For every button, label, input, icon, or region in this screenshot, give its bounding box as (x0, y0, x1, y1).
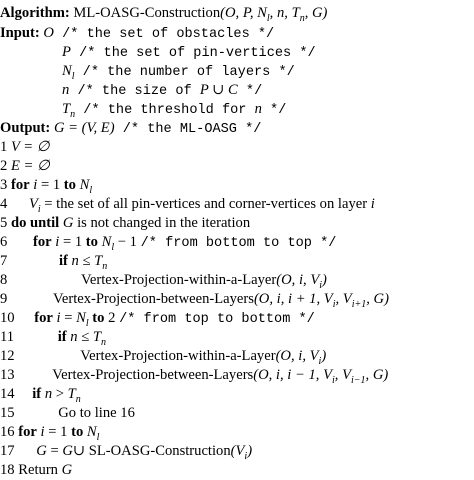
line-comment: /* from top to bottom */ (119, 312, 315, 327)
code-line-16 (0, 423, 99, 442)
layer-var: i (370, 196, 375, 212)
threshold-var: T (92, 329, 102, 345)
code-line-12 (0, 347, 326, 366)
threshold-sub: n (102, 260, 108, 272)
algorithm-name: ML-OASG-Construction (73, 5, 221, 21)
loop-bound-sub: l (111, 241, 115, 253)
code-line-9 (0, 290, 389, 309)
keyword-if: if (32, 386, 42, 402)
line-text: Go to line 16 (58, 405, 135, 421)
graph-var: G (62, 215, 74, 231)
graph-var: G (61, 462, 73, 478)
line-number: 10 (0, 310, 15, 326)
loop-bound: N (86, 424, 97, 440)
input-comment-math: P ∪ C (199, 82, 238, 98)
operator: > (52, 386, 68, 402)
code-line-13 (0, 366, 388, 385)
algorithm-args-sub2: n (299, 12, 305, 24)
threshold-sub: n (101, 336, 107, 348)
line-text: = (60, 310, 77, 326)
line-number: 4 (0, 196, 8, 212)
line-text: V = ∅ (10, 139, 50, 155)
code-line-11 (0, 328, 106, 347)
input-comment: /* the set of pin-vertices */ (70, 46, 316, 61)
procedure-args-sub: i (319, 279, 323, 291)
procedure-args-sub: i (318, 355, 322, 367)
line-text: = 1 (37, 177, 64, 193)
algorithm-args-sub: l (266, 12, 270, 24)
procedure-name: Vertex-Projection-within-a-Layer (80, 272, 277, 288)
input-line-3 (62, 62, 295, 81)
line-text-2: 2 (104, 310, 120, 326)
line-text: Return (18, 462, 62, 478)
keyword-to: to (85, 234, 98, 250)
threshold-sub: n (75, 393, 81, 405)
keyword-for: for (34, 310, 53, 326)
algorithm-args-end: , n, T (269, 5, 300, 21)
code-line-3 (0, 176, 92, 195)
line-number: 9 (0, 291, 8, 307)
threshold-var: T (94, 253, 103, 269)
code-line-2 (0, 157, 50, 176)
graph-var: G (36, 443, 47, 459)
line-text: = the set of all pin-vertices and corner-vertices on layer (40, 196, 371, 212)
loop-bound: N (79, 177, 90, 193)
line-text: = 1 (44, 424, 72, 440)
procedure-name: Vertex-Projection-within-a-Layer (80, 348, 276, 364)
procedure-args-end: ) (322, 272, 327, 288)
input-var: N (62, 63, 72, 79)
procedure-args-sub2: i−1 (351, 374, 366, 386)
loop-start-sub: l (85, 317, 89, 329)
procedure-args-end: ) (321, 348, 327, 364)
procedure-args-end: ) (247, 443, 253, 459)
line-number: 17 (0, 443, 15, 459)
keyword-for: for (32, 234, 52, 250)
line-number: 6 (0, 234, 8, 250)
input-comment: /* the set of obstacles */ (53, 27, 275, 42)
keyword-to: to (71, 424, 84, 440)
input-line-5 (62, 100, 286, 119)
input-var: n (62, 82, 70, 98)
keyword-do-until: do until (10, 215, 60, 231)
output-label: Output: (0, 120, 51, 136)
input-comment: /* the threshold for (75, 103, 255, 118)
set-var-sub: i (37, 203, 41, 215)
procedure-args-sub: i (332, 374, 335, 386)
code-line-17 (0, 442, 252, 461)
code-line-8 (0, 271, 327, 290)
line-text: E = ∅ (10, 158, 50, 174)
input-var: T (62, 101, 71, 117)
procedure-args: (O, i, V (275, 348, 319, 364)
keyword-for: for (10, 177, 30, 193)
input-label: Input: (0, 25, 40, 41)
procedure-name: Vertex-Projection-between-Layers (52, 291, 254, 307)
size-var: n (44, 386, 53, 402)
input-comment-math: n (254, 101, 262, 117)
operator: = (46, 443, 63, 459)
input-var: P (62, 44, 71, 60)
input-var: O (43, 25, 54, 41)
loop-var: i (56, 310, 61, 326)
input-line-4 (62, 81, 262, 100)
input-line-1 (0, 24, 274, 43)
input-line-2 (62, 43, 316, 62)
line-text: is not changed in the iteration (73, 215, 251, 231)
line-number: 11 (0, 329, 15, 345)
line-number: 5 (0, 215, 8, 231)
output-comment: /* the ML-OASG */ (114, 122, 262, 137)
size-var: n (70, 329, 78, 345)
code-line-10 (0, 309, 315, 328)
algorithm-args-close: , G) (304, 5, 328, 21)
line-number: 8 (0, 272, 8, 288)
code-line-14 (0, 385, 81, 404)
line-number: 7 (0, 253, 8, 269)
keyword-to: to (88, 310, 105, 326)
line-number: 15 (0, 405, 15, 421)
procedure-args-end: , G) (366, 291, 389, 307)
procedure-args: (V (230, 443, 245, 459)
procedure-args-sub: i (332, 298, 336, 310)
size-var: n (71, 253, 79, 269)
input-comment-end: */ (261, 103, 287, 118)
loop-var: i (40, 424, 45, 440)
procedure-args-end: , G) (365, 367, 389, 383)
loop-bound-sub: l (89, 184, 93, 196)
output-line (0, 119, 261, 138)
line-number: 1 (0, 139, 8, 155)
input-comment: /* the number of layers */ (74, 65, 295, 80)
graph-var-2: G (62, 443, 73, 459)
algorithm-header (0, 4, 327, 23)
line-number: 13 (0, 367, 15, 383)
operator: ≤ (78, 253, 95, 269)
procedure-name: Vertex-Projection-between-Layers (52, 367, 254, 383)
line-number: 14 (0, 386, 15, 402)
input-comment-end: */ (237, 84, 263, 99)
algorithm-label: Algorithm: (0, 5, 70, 21)
procedure-args: (O, i, i + 1, V (253, 291, 333, 307)
loop-bound: N (101, 234, 112, 250)
keyword-to: to (63, 177, 76, 193)
set-var: V (28, 196, 38, 212)
line-text: = 1 (59, 234, 86, 250)
procedure-args-mid: , V (335, 291, 352, 307)
code-line-4 (0, 195, 375, 214)
line-number: 12 (0, 348, 15, 364)
line-number: 16 (0, 424, 15, 440)
procedure-args: (O, i, V (276, 272, 320, 288)
line-comment: /* from bottom to top */ (140, 236, 337, 251)
output-expr: G = (V, E) (53, 120, 115, 136)
code-line-5 (0, 214, 250, 233)
code-line-15 (0, 404, 135, 423)
procedure-args-sub: i (244, 450, 248, 462)
input-var-sub: n (70, 108, 76, 120)
procedure-args-mid: , V (334, 367, 351, 383)
code-line-7 (0, 252, 107, 271)
code-line-18 (0, 461, 72, 480)
loop-bound-sub: l (96, 431, 100, 443)
line-number: 18 (0, 462, 15, 478)
keyword-if: if (58, 253, 68, 269)
input-comment: /* the size of (69, 84, 200, 99)
loop-var: i (55, 234, 60, 250)
procedure-name: ∪ SL-OASG-Construction (72, 443, 231, 459)
input-var-sub: l (71, 70, 75, 82)
threshold-var: T (67, 386, 76, 402)
keyword-for: for (18, 424, 37, 440)
line-text-2: − 1 (114, 234, 141, 250)
keyword-if: if (57, 329, 67, 345)
algorithm-args: (O, P, N (220, 5, 267, 21)
operator: ≤ (77, 329, 93, 345)
line-number: 3 (0, 177, 8, 193)
line-number: 2 (0, 158, 8, 174)
procedure-args: (O, i, i − 1, V (253, 367, 332, 383)
loop-start: N (76, 310, 86, 326)
loop-var: i (33, 177, 38, 193)
code-line-1 (0, 138, 49, 157)
code-line-6 (0, 233, 336, 252)
procedure-args-sub2: i+1 (351, 298, 367, 310)
